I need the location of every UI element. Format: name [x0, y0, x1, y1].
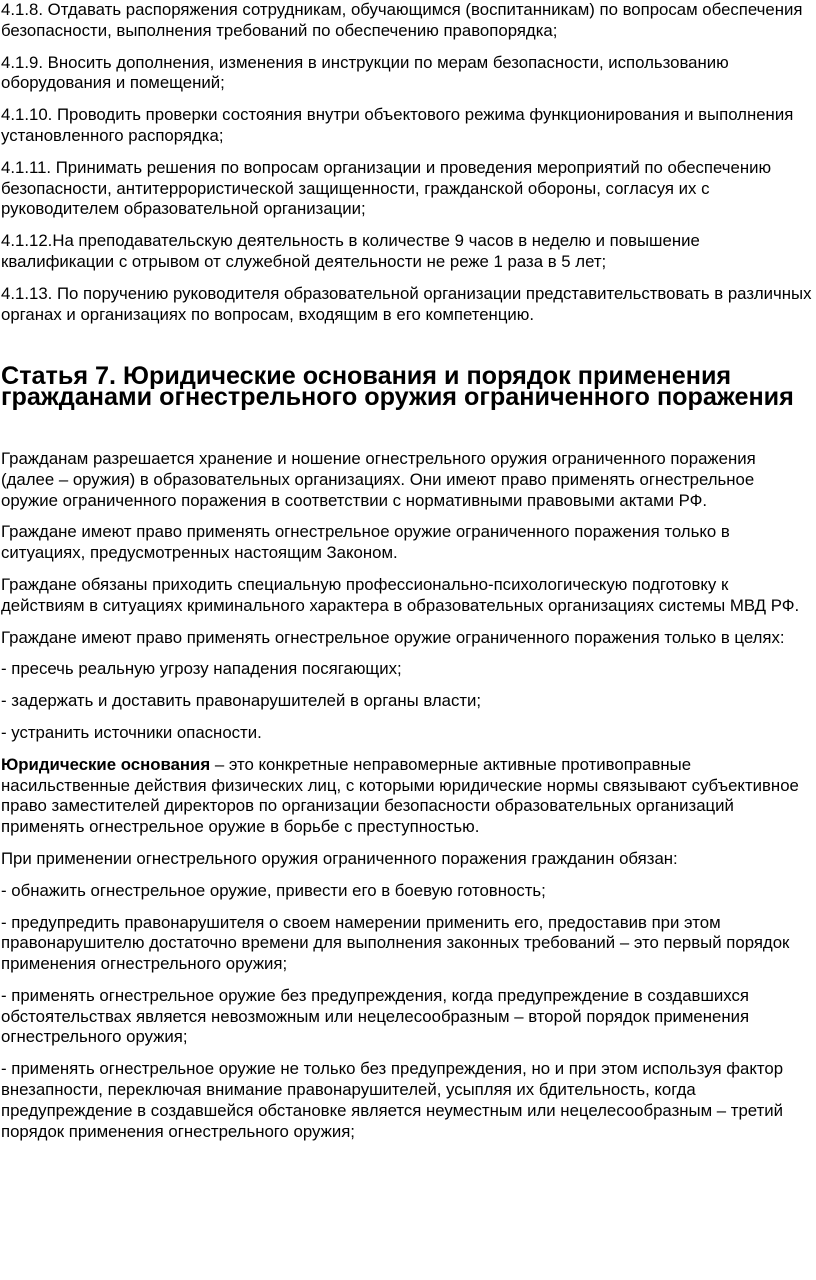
legal-basis-term: Юридические основания	[1, 754, 211, 774]
clause-4-1-13: 4.1.13. По поручению руководителя образовательной организации представительствовать в различных органах и организациях по вопросам, входящим в его компетенцию.	[1, 283, 812, 324]
clause-4-1-12: 4.1.12.На преподавательскую деятельность в количестве 9 часов в неделю и повышение квалификации с отрывом от служебной деятельности не реже 1 раза в 5 лет;	[1, 231, 700, 271]
spacer	[1, 408, 812, 449]
clause-4-1-10: 4.1.10. Проводить проверки состояния внутри объектового режима функционирования и выполнения установленного распорядка;	[1, 105, 794, 145]
paragraph-use-situations: Граждане имеют право применять огнестрельное оружие ограниченного поражения только в ситуациях, предусмотренных настоящим Законом.	[1, 522, 730, 563]
legal-basis-definition: – это конкретные неправомерные активные противоправные насильственные действия физических лиц, с которыми юридические нормы связывают субъективное право заместителей директоров по организации безопасности образовательных организаций применять огнестрельное оружие в борьбе с преступностью.	[1, 754, 799, 837]
clause-4-1-9: 4.1.9. Вносить дополнения, изменения в инструкции по мерам безопасности, использованию оборудования и помещений;	[1, 52, 729, 93]
list-item-second-procedure: - применять огнестрельное оружие без предупреждения, когда предупреждение в создавшихся обстоятельствах является невозможным или нецелесообразным – второй порядок применения огнестрельного оружия;	[1, 985, 750, 1047]
clause-4-1-8: 4.1.8. Отдавать распоряжения сотрудникам, обучающимся (воспитанникам) по вопросам обеспечения безопасности, выполнения требований по обеспечению правопорядка;	[1, 0, 803, 40]
paragraph-training: Граждане обязаны приходить специальную профессионально-психологическую подготовку к действиям в ситуациях криминального характера в образовательных организациях системы МВД РФ.	[1, 574, 800, 615]
paragraph-obligations: При применении огнестрельного оружия ограниченного поражения гражданин обязан:	[1, 848, 678, 868]
list-item-third-procedure: - применять огнестрельное оружие не только без предупреждения, но и при этом используя фактор внезапности, переключая внимание правонарушителей, усыпляя их бдительность, когда предупреждение в создавшейся обстановке является неуместным или нецелесообразным – третий порядок применения огнестрельного оружия;	[1, 1059, 784, 1141]
paragraph-legal-basis	[1, 755, 812, 838]
paragraph-use-purposes: Граждане имеют право применять огнестрельное оружие ограниченного поражения только в целях:	[1, 627, 785, 647]
list-item-draw-weapon: - обнажить огнестрельное оружие, привести его в боевую готовность;	[1, 880, 546, 900]
list-item-detain: - задержать и доставить правонарушителей в органы власти;	[1, 691, 482, 711]
article-heading: Статья 7. Юридические основания и порядок применения гражданами огнестрельного оружия ограниченного поражения	[1, 362, 794, 412]
list-item-first-procedure: - предупредить правонарушителя о своем намерении применить его, предоставив при этом правонарушителю достаточно времени для выполнения законных требований – это первый порядок применения огнестрельного оружия;	[1, 912, 790, 974]
clause-4-1-11: 4.1.11. Принимать решения по вопросам организации и проведения мероприятий по обеспечению безопасности, антитеррористической защищенности, гражданской обороны, согласуя их с руководителем образовательной организации;	[1, 157, 772, 219]
list-item-eliminate-danger: - устранить источники опасности.	[1, 722, 262, 742]
list-item-stop-threat: - пресечь реальную угрозу нападения посягающих;	[1, 659, 402, 679]
paragraph-storage-right: Гражданам разрешается хранение и ношение огнестрельного оружия ограниченного поражения (далее – оружия) в образовательных организациях. Они имеют право применять огнестрельное оружие ограниченного поражения в соответствии с нормативными правовыми актами РФ.	[1, 448, 756, 510]
